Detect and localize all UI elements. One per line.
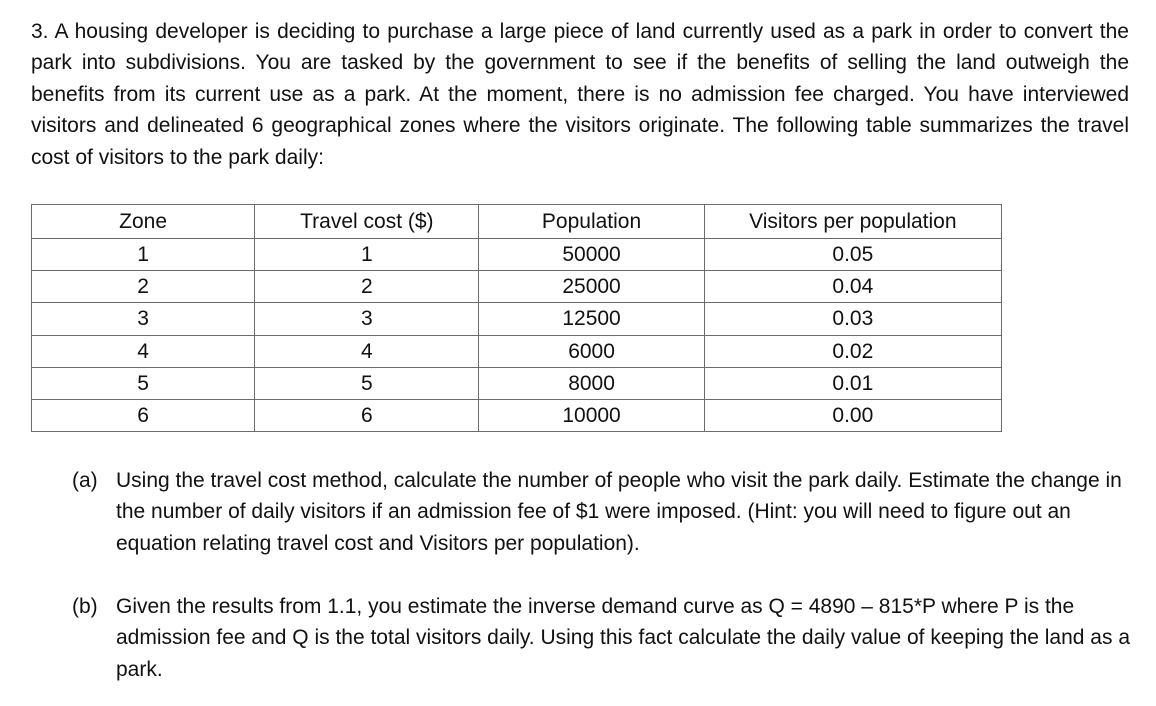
cell-visitors-per-population: 0.00 xyxy=(704,399,1001,431)
question-a-marker: (a) xyxy=(72,469,98,492)
cell-zone: 3 xyxy=(32,303,255,335)
cell-travel-cost: 2 xyxy=(255,271,479,303)
cell-zone: 4 xyxy=(32,335,255,367)
cell-zone: 1 xyxy=(32,239,255,271)
table-row xyxy=(32,303,1002,335)
cell-zone: 2 xyxy=(32,271,255,303)
cell-visitors-per-population: 0.02 xyxy=(704,335,1001,367)
question-a-text: Using the travel cost method, calculate the number of people who visit the park daily. Estimate the change in the number of daily visitors if an admission fee of $1 were imposed. (Hint: you will need to figure out an equation relating travel cost and Visitors per population). xyxy=(116,469,1122,555)
cell-visitors-per-population: 0.01 xyxy=(704,367,1001,399)
cell-population: 8000 xyxy=(479,367,704,399)
cell-population: 6000 xyxy=(479,335,704,367)
cell-zone: 5 xyxy=(32,367,255,399)
table-row xyxy=(32,399,1002,431)
cell-visitors-per-population: 0.04 xyxy=(704,271,1001,303)
question-b xyxy=(72,591,1132,685)
table-row xyxy=(32,239,1002,271)
table-header-row xyxy=(32,205,1002,239)
header-travel-cost: Travel cost ($) xyxy=(255,205,479,239)
header-zone: Zone xyxy=(32,205,255,239)
travel-cost-table xyxy=(31,204,1002,432)
question-b-marker: (b) xyxy=(72,595,98,618)
cell-travel-cost: 6 xyxy=(255,399,479,431)
cell-travel-cost: 1 xyxy=(255,239,479,271)
cell-population: 50000 xyxy=(479,239,704,271)
table-row xyxy=(32,271,1002,303)
cell-visitors-per-population: 0.03 xyxy=(704,303,1001,335)
cell-travel-cost: 5 xyxy=(255,367,479,399)
cell-zone: 6 xyxy=(32,399,255,431)
cell-travel-cost: 4 xyxy=(255,335,479,367)
header-visitors-per-population: Visitors per population xyxy=(704,205,1001,239)
question-a xyxy=(72,465,1132,559)
cell-population: 12500 xyxy=(479,303,704,335)
problem-intro: 3. A housing developer is deciding to purchase a large piece of land currently used as a park in order to convert the park into subdivisions. You are tasked by the government to see if the benefits of selling the land outweigh the benefits from its current use as a park. At the moment, there is no admission fee charged. You have interviewed visitors and delineated 6 geographical zones where the visitors originate. The following table summarizes the travel cost of visitors to the park daily: xyxy=(31,20,1129,169)
question-b-text: Given the results from 1.1, you estimate the inverse demand curve as Q = 4890 – 815*P where P is the admission fee and Q is the total visitors daily. Using this fact calculate the daily value of keeping the land as a park. xyxy=(116,595,1130,681)
header-population: Population xyxy=(479,205,704,239)
table-row xyxy=(32,335,1002,367)
table-row xyxy=(32,367,1002,399)
cell-travel-cost: 3 xyxy=(255,303,479,335)
cell-population: 10000 xyxy=(479,399,704,431)
cell-population: 25000 xyxy=(479,271,704,303)
cell-visitors-per-population: 0.05 xyxy=(704,239,1001,271)
